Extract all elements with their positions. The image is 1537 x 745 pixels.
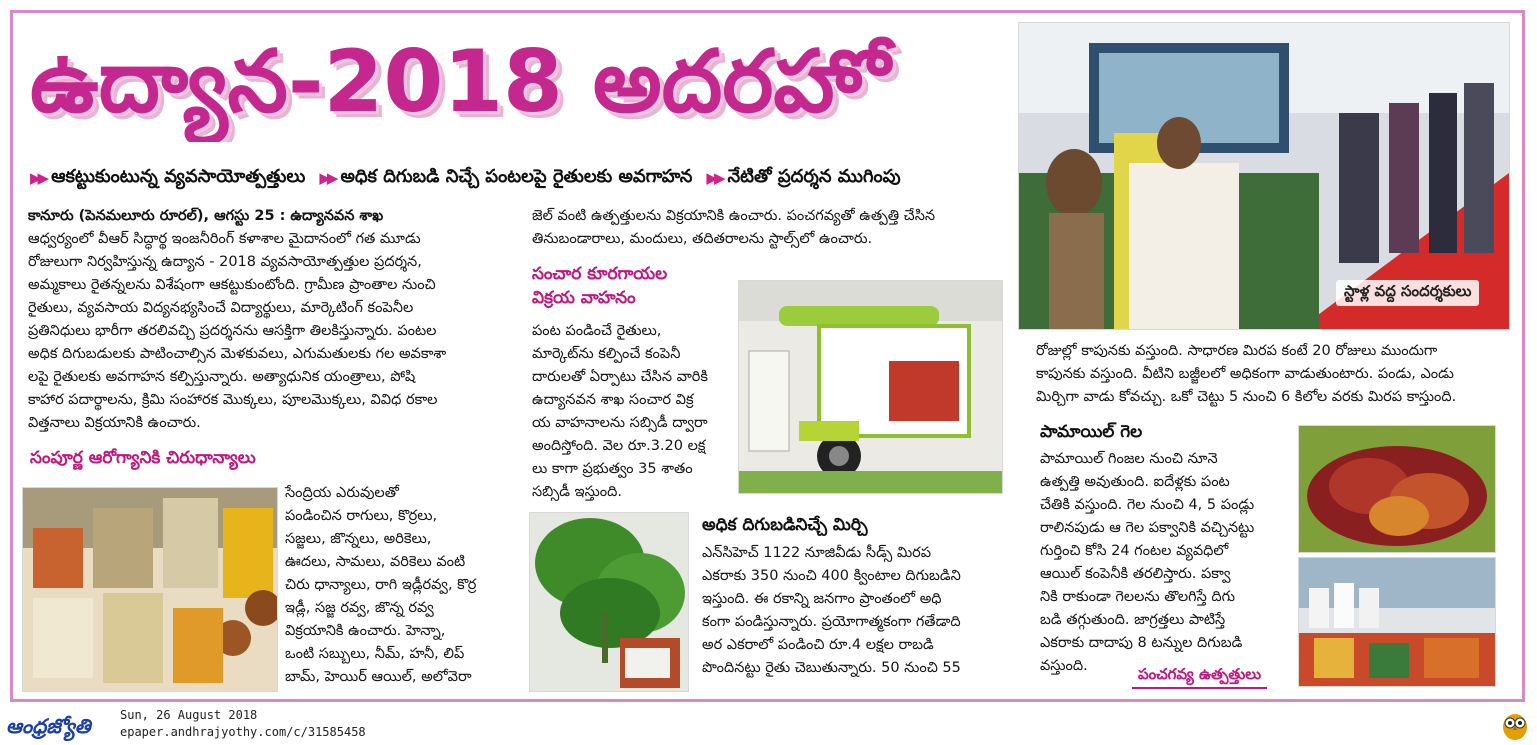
chilli-line: అర ఎకరాలో పండించి రూ.4 లక్షల రాబడి (702, 637, 934, 653)
vehicle-line: పంట పండించే రైతులు, (532, 323, 662, 339)
newspaper-logo[interactable]: ఆంధ్రజ్యోతి (6, 714, 91, 738)
vehicle-line: లు కాగా ప్రభుత్వం 35 శాతం (532, 461, 693, 477)
vehicle-line: మార్కెట్‌ను కల్పించే కంపెనీ (532, 346, 681, 362)
millets-photo (22, 487, 278, 692)
palm-line: ఆయిల్ కంపెనీకి తరలిస్తారు. పక్వా (1040, 566, 1231, 582)
palm-line: ఉత్పత్తి అవుతుంది. ఐదేళ్లకు పంట (1040, 474, 1230, 490)
section-vehicle-title (532, 262, 667, 310)
palm-line: నికి రాకుండా గెలలను తొలగిస్తే దిగు (1040, 589, 1236, 605)
lead-line: కాహార పదార్థాలను, క్రిమి సంహారక మొక్కలు, పూలమొక్కలు, వివిధ రకాల (28, 392, 438, 408)
owl-icon[interactable] (1501, 709, 1529, 741)
double-arrow-icon: ▶▶ (319, 169, 335, 187)
vehicle-photo (738, 280, 1003, 494)
palm-line: గుర్తించి కోసి 24 గంటల వ్యవధిలో (1040, 543, 1229, 559)
vehicle-line: ఉద్యానవన శాఖ సంచార విక్ర (532, 392, 694, 408)
col4-line: రోజుల్లో కాపునకు వస్తుంది. సాధారణ మిరప కంటే 20 రోజులు ముందుగా (1036, 343, 1438, 359)
millets-line: ఒంటి సబ్బులు, నీమ్, హనీ, లిప్ (285, 646, 465, 662)
chilli-line: ఎకరాకు 350 నుంచి 400 క్వింటాల దిగుబడిని (702, 568, 961, 584)
subhead-3 (706, 166, 900, 191)
lead-line: అధిక దిగుబడులకు పాటించాల్సిన మెళకువలు, ఎగుమతులకు గల అవకాశా (28, 346, 447, 362)
palm-line: వస్తుంది. (1040, 658, 1088, 674)
col2-line: తినుబండారాలు, మందులు, తదితరాలను స్టాల్స్‌లో ఉంచారు. (532, 231, 873, 247)
palm-line: బడి తగ్గుతుంది. జాగ్రత్తలు పాటిస్తే (1040, 612, 1226, 628)
chilli-line: పొందినట్టు రైతు చెబుతున్నారు. 50 నుంచి 55 (702, 660, 961, 676)
col4-line: కాపునకు వస్తుంది. వీటిని బజ్జీలలో అధికంగా వాడుతుంటారు. పండు, ఎండు (1036, 366, 1454, 382)
palm-line: రాలినపుడు ఆ గెల పక్వానికి వచ్చినట్టు (1040, 520, 1255, 536)
millets-line: ఇడ్లీ, సజ్జ రవ్వ, జొన్న రవ్వ (285, 600, 434, 616)
col2-top-paragraph (532, 205, 1006, 251)
headline: ఉద్యాన-2018 అదరహో (30, 32, 890, 132)
col4-top-paragraph (1036, 340, 1510, 409)
palm-bunch-photo (1298, 425, 1496, 553)
double-arrow-icon: ▶▶ (706, 169, 722, 187)
millets-paragraph (285, 482, 513, 689)
section-palm-title: పామాయిల్ గెల (1040, 422, 1143, 442)
millets-line: సేంద్రియ ఎరువులతో (285, 485, 399, 501)
chilli-paragraph (702, 542, 1002, 680)
subhead-text: నేటితో ప్రదర్శన ముగింపు (727, 165, 901, 187)
vehicle-line: అందిస్తోంది. వెల రూ.3.20 లక్ష (532, 438, 706, 454)
chilli-line: ఎన్‌సిహెచ్ 1122 నూజివీడు సీడ్స్ మిరప (702, 545, 932, 561)
col4-line: మిర్చిగా వాడు కోవచ్చు. ఒకో చెట్టు 5 నుంచి 6 కిలోల వరకు మిరప కాస్తుంది. (1036, 389, 1457, 405)
section-millets-title: సంపూర్ణ ఆరోగ్యానికి చిరుధాన్యాలు (30, 448, 256, 468)
footer (0, 705, 1537, 745)
palm-line: ఎకరాకు దాదాపు 8 టన్నుల దిగుబడి (1040, 635, 1243, 651)
chilli-plant-photo (529, 512, 689, 692)
millets-line: చిరు ధాన్యాలు, రాగి ఇడ్లీరవ్వ, కొర్ర (285, 577, 477, 593)
lead-line: లపై రైతులకు అవగాహన కల్పిస్తున్నారు. అత్యాధునిక యంత్రాలు, పోషి (28, 369, 416, 385)
vehicle-line: య వాహనాలను సబ్సిడీ ద్వారా (532, 415, 708, 431)
subheadline-bar (30, 160, 1015, 196)
lead-paragraph (28, 205, 512, 435)
millets-line: సజ్జలు, జొన్నలు, అరికెలు, (285, 531, 432, 547)
vehicle-line: సబ్సిడీ ఇస్తుంది. (532, 484, 622, 500)
section-chilli-title: అధిక దిగుబడినిచ్చే మిర్చి (702, 515, 868, 535)
subhead-2 (319, 166, 692, 191)
epaper-url[interactable]: epaper.andhrajyothy.com/c/31585458 (120, 725, 366, 739)
palm-paragraph (1040, 448, 1288, 678)
lead-line: కానూరు (పెనమలూరు రూరల్), ఆగస్టు 25 : ఉద్యానవన శాఖ (28, 208, 384, 224)
millets-line: బామ్, హెయిర్ ఆయిల్, అలోవెరా (285, 669, 472, 685)
panchagavya-products-photo (1298, 557, 1496, 687)
stalls-caption: స్టాళ్ల వద్ద సందర్శకులు (1336, 280, 1479, 306)
subhead-text: ఆకట్టుకుంటున్న వ్యవసాయోత్పత్తులు (51, 165, 306, 187)
lead-line: ఆధ్వర్యంలో వీఆర్ సిద్ధార్థ ఇంజనీరింగ్ కళాశాల మైదానంలో గత మూడు (28, 231, 421, 247)
chilli-line: ఇస్తుంది. ఈ రకాన్ని జనగాం ప్రాంతంలో అధి (702, 591, 942, 607)
footer-meta (120, 707, 366, 741)
double-arrow-icon: ▶▶ (30, 169, 46, 187)
chilli-line: కంగా పండిస్తున్నారు. ప్రయోగాత్మకంగా గతేడాది (702, 614, 961, 630)
vehicle-title-line: సంచార కూరగాయల (532, 264, 668, 284)
millets-line: విక్రయానికి ఉంచారు. హెన్నా, (285, 623, 446, 639)
subhead-text: అధిక దిగుబడి నిచ్చే పంటలపై రైతులకు అవగాహన (340, 165, 693, 187)
lead-line: ప్రతినిధులు భారీగా తరలివచ్చి ప్రదర్శనను ఆసక్తిగా తిలకిస్తున్నారు. పంటల (28, 323, 437, 339)
subhead-1 (30, 166, 305, 191)
palm-line: చేతికి వస్తుంది. గెల నుంచి 4, 5 పండ్లు (1040, 497, 1255, 513)
edition-date: Sun, 26 August 2018 (120, 708, 258, 722)
millets-line: ఊదలు, సామలు, వరికెలు వంటి (285, 554, 466, 570)
vehicle-paragraph (532, 320, 728, 504)
panchagavya-caption: పంచగవ్య ఉత్పత్తులు (1132, 665, 1267, 689)
vehicle-line: దారులతో ఏర్పాటు చేసిన వారికి (532, 369, 708, 385)
col2-line: జెల్ వంటి ఉత్పత్తులను విక్రయానికి ఉంచారు. పంచగవ్యతో ఉత్పత్తి చేసిన (532, 208, 936, 224)
lead-line: అమ్మకాలు రైతన్నలను విశేషంగా ఆకట్టుకుంటోంది. గ్రామీణ ప్రాంతాల నుంచి (28, 277, 436, 293)
millets-line: పండించిన రాగులు, కొర్రలు, (285, 508, 438, 524)
lead-line: విత్తనాలు విక్రయానికి ఉంచారు. (28, 415, 201, 431)
palm-line: పామాయిల్ గింజల నుంచి నూనె (1040, 451, 1218, 467)
lead-line: రైతులు, వ్యవసాయ విద్యనభ్యసించే విద్యార్థులు, మార్కెటింగ్ కంపెనీల (28, 300, 414, 316)
vehicle-title-line: విక్రయ వాహనం (532, 288, 636, 308)
lead-line: రోజులుగా నిర్వహిస్తున్న ఉద్యాన - 2018 వ్యవసాయోత్పత్తుల ప్రదర్శన, (28, 254, 422, 270)
